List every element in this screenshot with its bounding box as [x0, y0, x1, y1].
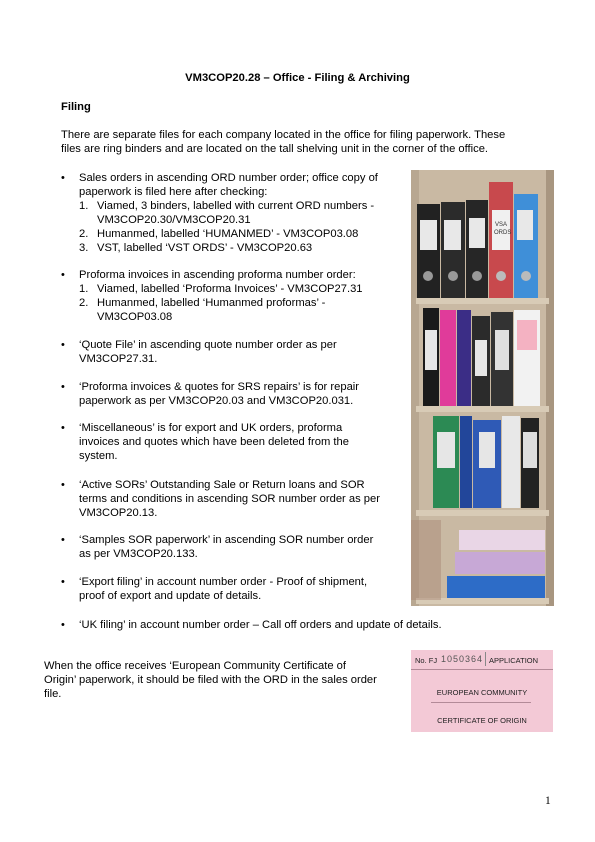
bullet-icon: •: [61, 269, 65, 281]
list-number: 1.: [79, 283, 89, 295]
list-number: 2.: [79, 228, 89, 240]
bullet-active-sors: ‘Active SORs’ Outstanding Sale or Return loans and SOR terms and conditions in ascending SOR number order as per VM3COP20.13.: [79, 479, 380, 519]
list-number: 1.: [79, 200, 89, 212]
bullet-icon: •: [61, 479, 65, 491]
footer-paragraph: When the office receives ‘European Community Certificate of Origin’ paperwork, it should be filed with the ORD in the sales order file.: [44, 660, 377, 700]
bullet-uk-filing: ‘UK filing’ in account number order – Call off orders and update of details.: [79, 619, 442, 631]
bullet-miscellaneous: ‘Miscellaneous’ is for export and UK orders, proforma invoices and quotes which have been deleted from the system.: [79, 422, 349, 462]
bullet-samples-sor: ‘Samples SOR paperwork’ in ascending SOR number order as per VM3COP20.133.: [79, 534, 374, 560]
bullet-sales-orders: Sales orders in ascending ORD number order; office copy of paperwork is filed here after checking:: [79, 172, 378, 198]
sub-item-humanmed: Humanmed, labelled ‘HUMANMED’ - VM3COP03.08: [97, 228, 359, 240]
certificate-number: 1050364: [441, 654, 484, 664]
sub-item-vst: VST, labelled ‘VST ORDS’ - VM3COP20.63: [97, 242, 313, 254]
sub-item-viamed-proforma: Viamed, labelled ‘Proforma Invoices’ - VM3COP27.31: [97, 283, 363, 295]
certificate-number-label: No. FJ: [415, 656, 438, 665]
list-number: 2.: [79, 297, 89, 309]
binder-label-ords: ORDS: [494, 230, 512, 236]
bullet-icon: •: [61, 172, 65, 184]
bullet-export-filing: ‘Export filing’ in account number order - Proof of shipment, proof of export and update of details.: [79, 576, 368, 602]
certificate-of-origin-image: [411, 650, 553, 732]
bullet-icon: •: [61, 381, 65, 393]
page-number: 1: [545, 795, 551, 807]
shelving-photo: [411, 170, 554, 606]
document-title: VM3COP20.28 – Office - Filing & Archiving: [185, 72, 410, 84]
bullet-srs-repairs: ‘Proforma invoices & quotes for SRS repairs’ is for repair paperwork as per VM3COP20.03 and VM3COP20.031.: [79, 381, 359, 407]
bullet-icon: •: [61, 422, 65, 434]
bullet-icon: •: [61, 339, 65, 351]
section-heading: Filing: [61, 101, 91, 113]
intro-paragraph: There are separate files for each company located in the office for filing paperwork. These files are ring binders and are located on the tall shelving unit in the corner of the office.: [61, 129, 506, 155]
list-number: 3.: [79, 242, 89, 254]
certificate-application: APPLICATION: [489, 656, 539, 665]
sub-item-viamed: Viamed, 3 binders, labelled with current ORD numbers - VM3COP20.30/VM3COP20.31: [97, 200, 375, 226]
bullet-quote-file: ‘Quote File’ in ascending quote number order as per VM3COP27.31.: [79, 339, 337, 365]
bullet-icon: •: [61, 534, 65, 546]
bullet-icon: •: [61, 576, 65, 588]
bullet-proforma: Proforma invoices in ascending proforma number order:: [79, 269, 356, 281]
bullet-icon: •: [61, 619, 65, 631]
binder-label-vsa: VSA: [495, 222, 508, 228]
certificate-line2: CERTIFICATE OF ORIGIN: [437, 716, 527, 725]
sub-item-humanmed-proforma: Humanmed, labelled ‘Humanmed proformas’ - VM3COP03.08: [97, 297, 326, 323]
certificate-line1: EUROPEAN COMMUNITY: [436, 688, 528, 697]
